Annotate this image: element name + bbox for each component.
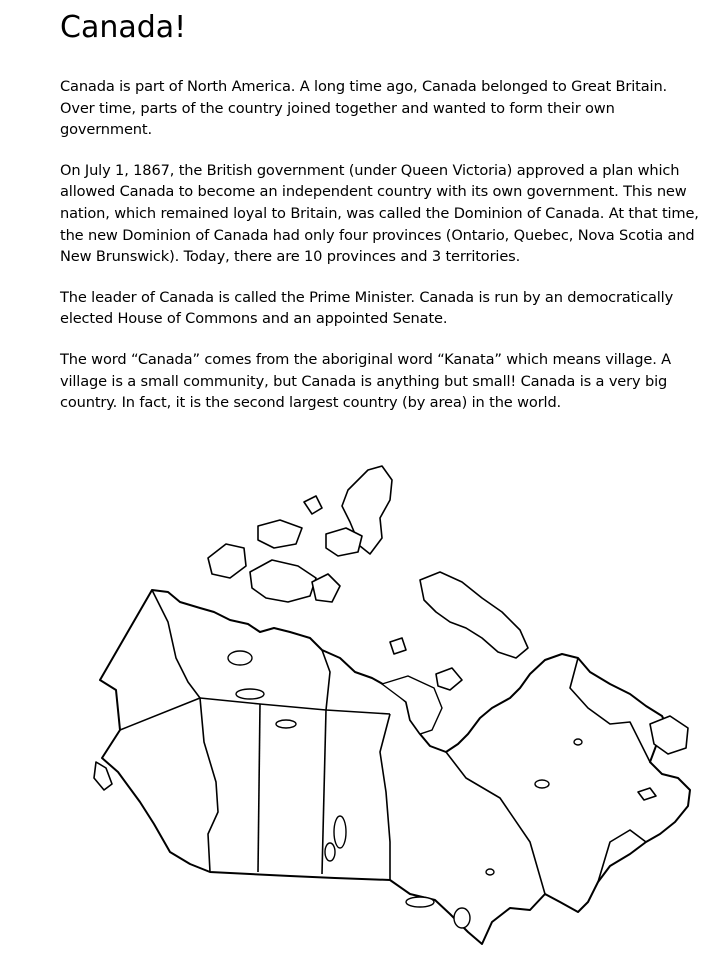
lake-mistassini [535,780,549,788]
lake-winnipeg [334,816,346,848]
page-title: Canada! [60,10,187,45]
canada-map-graphic [90,462,700,947]
great-slave-lake [236,689,264,699]
small-lake-2 [574,739,582,745]
paragraph-confederation: On July 1, 1867, the British government (under Queen Victoria) approved a plan which allowed Canada to become an independent country with its own government. This new nation, which remained loyal to Britain, was called the Dominion of Canada. At that time, the new Dominion of Canada had only four provinces (Ontario, Quebec, Nova Scotia and New Brunswick). Today, there are 10 provinces and 3 territories. [60,161,699,266]
lake-huron [454,908,470,928]
arctic-island-melville [258,520,302,548]
paragraph-intro: Canada is part of North America. A long time ago, Canada belonged to Great Britain. Over time, parts of the country joined together and wanted to form their own government. [60,78,668,139]
arctic-island-banks [208,544,246,578]
arctic-island-southampton [436,668,462,690]
great-bear-lake [228,651,252,665]
arctic-island-victoria [250,560,316,602]
lake-athabasca [276,720,296,728]
canada-outline-map [90,462,700,947]
arctic-island-small-1 [304,496,322,514]
lake-superior [406,897,434,907]
vancouver-island [94,762,112,790]
small-lake-1 [486,869,494,875]
arctic-island-baffin [420,572,528,658]
lake-winnipegosis [325,843,335,861]
paragraph-name-origin: The word “Canada” comes from the aboriginal word “Kanata” which means village. A village is a small community, but Canada is anything but small! Canada is a very big country. In fact, it is the second largest country (by area) in the world. [60,350,671,412]
body-text [60,76,700,433]
arctic-island-small-2 [390,638,406,654]
paragraph-government: The leader of Canada is called the Prime Minister. Canada is run by an democratically elected House of Commons and an appointed Senate. [60,288,674,328]
